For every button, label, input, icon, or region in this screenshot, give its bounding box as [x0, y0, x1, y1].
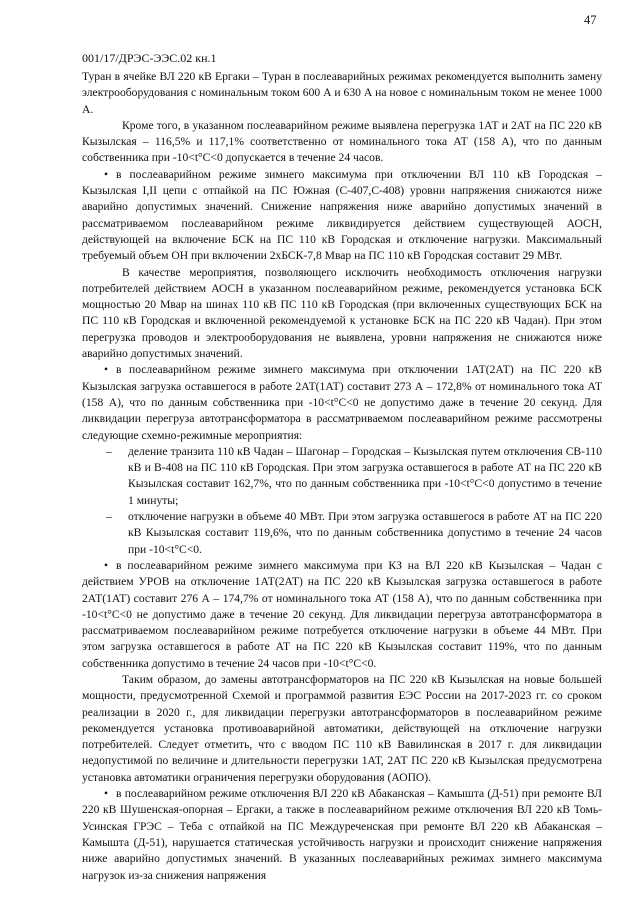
list-item-text: отключение нагрузки в объеме 40 МВт. При этом загрузка оставшегося в работе АТ на ПС 220 кВ Кызылская составит 119,6%, что по данным собственника допустимо в течение 24 часов при -10<t°C<0. [128, 510, 602, 556]
bullet-icon: • [104, 363, 109, 377]
paragraph: Туран в ячейке ВЛ 220 кВ Ергаки – Туран в послеаварийных режимах рекомендуется выполнить замену электрооборудования с номинальным током 600 А и 630 А на новое с номинальным током не менее 1000 А. [82, 70, 602, 116]
bullet-text: в послеаварийном режиме зимнего максимума при КЗ на ВЛ 220 кВ Кызылская – Чадан с действием УРОВ на отключение 1АТ(2АТ) на ПС 220 кВ Кызылская загрузка оставшегося в работе 2АТ(1АТ) составит 276 А – 174,7% от номинального тока АТ (158 А), что по данным собственника при -10<t°C<0 не допустимо даже в течение 20 секунд. Для ликвидации перегруза автотрансформатора в рассматриваемом послеаварийном режиме потребуется отключение нагрузки в объеме 44 МВт. При этом загрузка оставшегося в работе АТ на ПС 220 кВ Кызылская составит 119%, что по данным собственника допустимо в течение 24 часов при -10<t°C<0. [82, 558, 602, 670]
document-code: 001/17/ДРЭС-ЭЭС.02 кн.1 [82, 51, 217, 65]
dash-icon: – [106, 444, 112, 458]
document-body [82, 69, 602, 884]
list-item [82, 509, 602, 558]
dash-icon: – [106, 510, 112, 524]
bullet-icon: • [104, 167, 109, 181]
list-item-text: деление транзита 110 кВ Чадан – Шагонар – Городская – Кызылская путем отключения СВ-110 кВ и В-408 на ПС 110 кВ Городская. При этом загрузка оставшегося в работе АТ на ПС 220 кВ Кызылская составит 162,7%, что по данным собственника при -10<t°C<0 допустимо в течение 1 минуты; [128, 444, 602, 507]
measures-list [82, 444, 602, 558]
bullet-paragraph [82, 167, 602, 265]
bullet-paragraph [82, 786, 602, 884]
bullet-paragraph [82, 362, 602, 443]
bullet-text: в послеаварийном режиме зимнего максимума при отключении ВЛ 110 кВ Городская – Кызылская I,II цепи с отпайкой на ПС Южная (С-407,С-408) уровни напряжения снижаются ниже аварийно допустимых значений. Снижение напряжения ниже аварийно допустимых значений в рассматриваемом послеаварийном режиме ликвидируется действием существующей АОСН, действующей на включение БСК на ПС 110 кВ Городская и отключение нагрузки. Максимальный требуемый объем ОН при включении 2хБСК-7,8 Мвар на ПС 110 кВ Городская составит 29 МВт. [82, 167, 602, 263]
paragraph: Таким образом, до замены автотрансформаторов на ПС 220 кВ Кызылская на новые большей мощности, предусмотренной Схемой и программой развития ЕЭС России на 2017-2023 гг. со сроком реализации в 2020 г., для ликвидации перегрузки автотрансформаторов в послеаварийном режиме рекомендуется установка противоаварийной автоматики, действующей на отключение нагрузки потребителей. Следует отметить, что с вводом ПС 110 кВ Вавилинская в 2017 г. для ликвидации недопустимой по величине и длительности перегрузки 1АТ, 2АТ ПС 220 кВ Кызылская предусмотрена установка автоматики ограничения перегрузки оборудования (АОПО). [82, 672, 602, 784]
bullet-icon: • [104, 558, 109, 572]
paragraph: В качестве мероприятия, позволяющего исключить необходимость отключения нагрузки потребителей действием АОСН в указанном послеаварийном режиме, рекомендуется установка БСК мощностью 20 Мвар на шинах 110 кВ ПС 110 кВ Городская (при включенных существующих БСК на ПС 110 кВ Городская и включенной рекомендуемой к установке БСК на ПС 220 кВ Чадан). При этом перегрузка проводов и электрооборудования не выявлена, уровни напряжения не снижаются ниже аварийно допустимых значений. [82, 265, 602, 361]
page-number: 47 [584, 13, 597, 27]
bullet-text: в послеаварийном режиме зимнего максимума при отключении 1АТ(2АТ) на ПС 220 кВ Кызылская загрузка оставшегося в работе 2АТ(1АТ) составит 273 А – 172,8% от номинального тока АТ (158 А), что по данным собственника при -10<t°C<0 не допустимо даже в течение 20 секунд. Для ликвидации перегруза автотрансформатора в рассматриваемом послеаварийном режиме рассмотрены следующие схемно-режимные мероприятия: [82, 363, 602, 442]
bullet-text: в послеаварийном режиме отключения ВЛ 220 кВ Абаканская – Камышта (Д-51) при ремонте ВЛ 220 кВ Шушенская-опорная – Ергаки, а также в послеаварийном режиме отключения ВЛ 220 кВ Томь-Усинская ГРЭС – Теба с отпайкой на ПС Междуреченская при ремонте ВЛ 220 кВ Абаканская – Камышта (Д-51), нарушается статическая устойчивость нагрузки и происходит снижение напряжения ниже аварийно допустимых значений. В указанных послеаварийных режимах зимнего максимума нагрузок из-за снижения напряжения [82, 787, 602, 882]
bullet-icon: • [104, 787, 109, 801]
bullet-paragraph [82, 558, 602, 672]
paragraph: Кроме того, в указанном послеаварийном режиме выявлена перегрузка 1АТ и 2АТ на ПС 220 кВ Кызылская – 116,5% и 117,1% соответственно от номинального тока АТ (158 А), что по данным собственника при -10<t°C<0 допускается в течение 24 часов. [82, 118, 602, 165]
list-item [82, 444, 602, 509]
